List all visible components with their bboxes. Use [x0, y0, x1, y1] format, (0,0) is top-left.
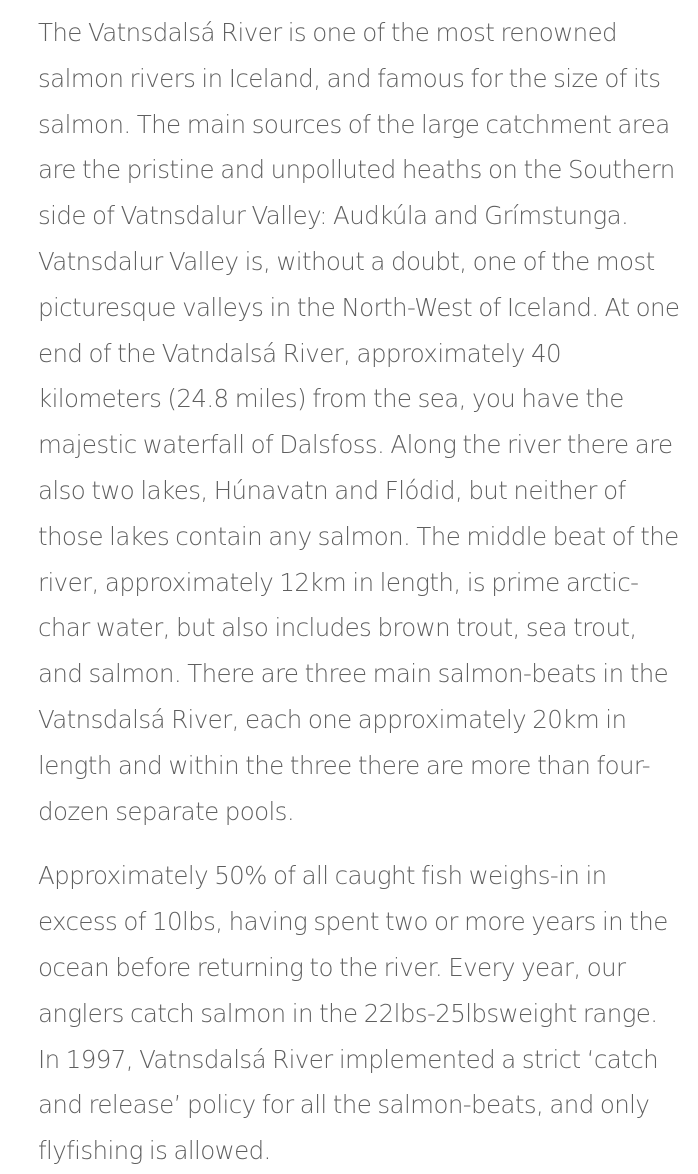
paragraph-catch-statistics: Approximately 50% of all caught fish weighs-in in excess of 10lbs, having spent two or more years in the ocean before returning to the river. Every year, our anglers catch salmon in the 22lbs-25lbsweight range. In 1997, Vatnsdalsá River implemented a strict ‘catch and release’ policy for all the salmon-beats, and only flyfishing is allowed.	[38, 861, 668, 1166]
article-body	[38, 10, 682, 1174]
paragraph-river-overview: The Vatnsdalsá River is one of the most renowned salmon rivers in Iceland, and famous for the size of its salmon. The main sources of the large catchment area are the pristine and unpolluted heaths on the Southern side of Vatnsdalur Valley: Audkúla and Grímstunga. Vatnsdalur Valley is, without a doubt, one of the most picturesque valleys in the North-West of Iceland. At one end of the Vatndalsá River, approximately 40 kilometers (24.8 miles) from the sea, you have the majestic waterfall of Dalsfoss. Along the river there are also two lakes, Húnavatn and Flódid, but neither of those lakes contain any salmon. The middle beat of the river, approximately 12km in length, is prime arctic-char water, but also includes brown trout, sea trout, and salmon. There are three main salmon-beats in the Vatnsdalsá River, each one approximately 20km in length and within the three there are more than four-dozen separate pools.	[38, 18, 680, 826]
